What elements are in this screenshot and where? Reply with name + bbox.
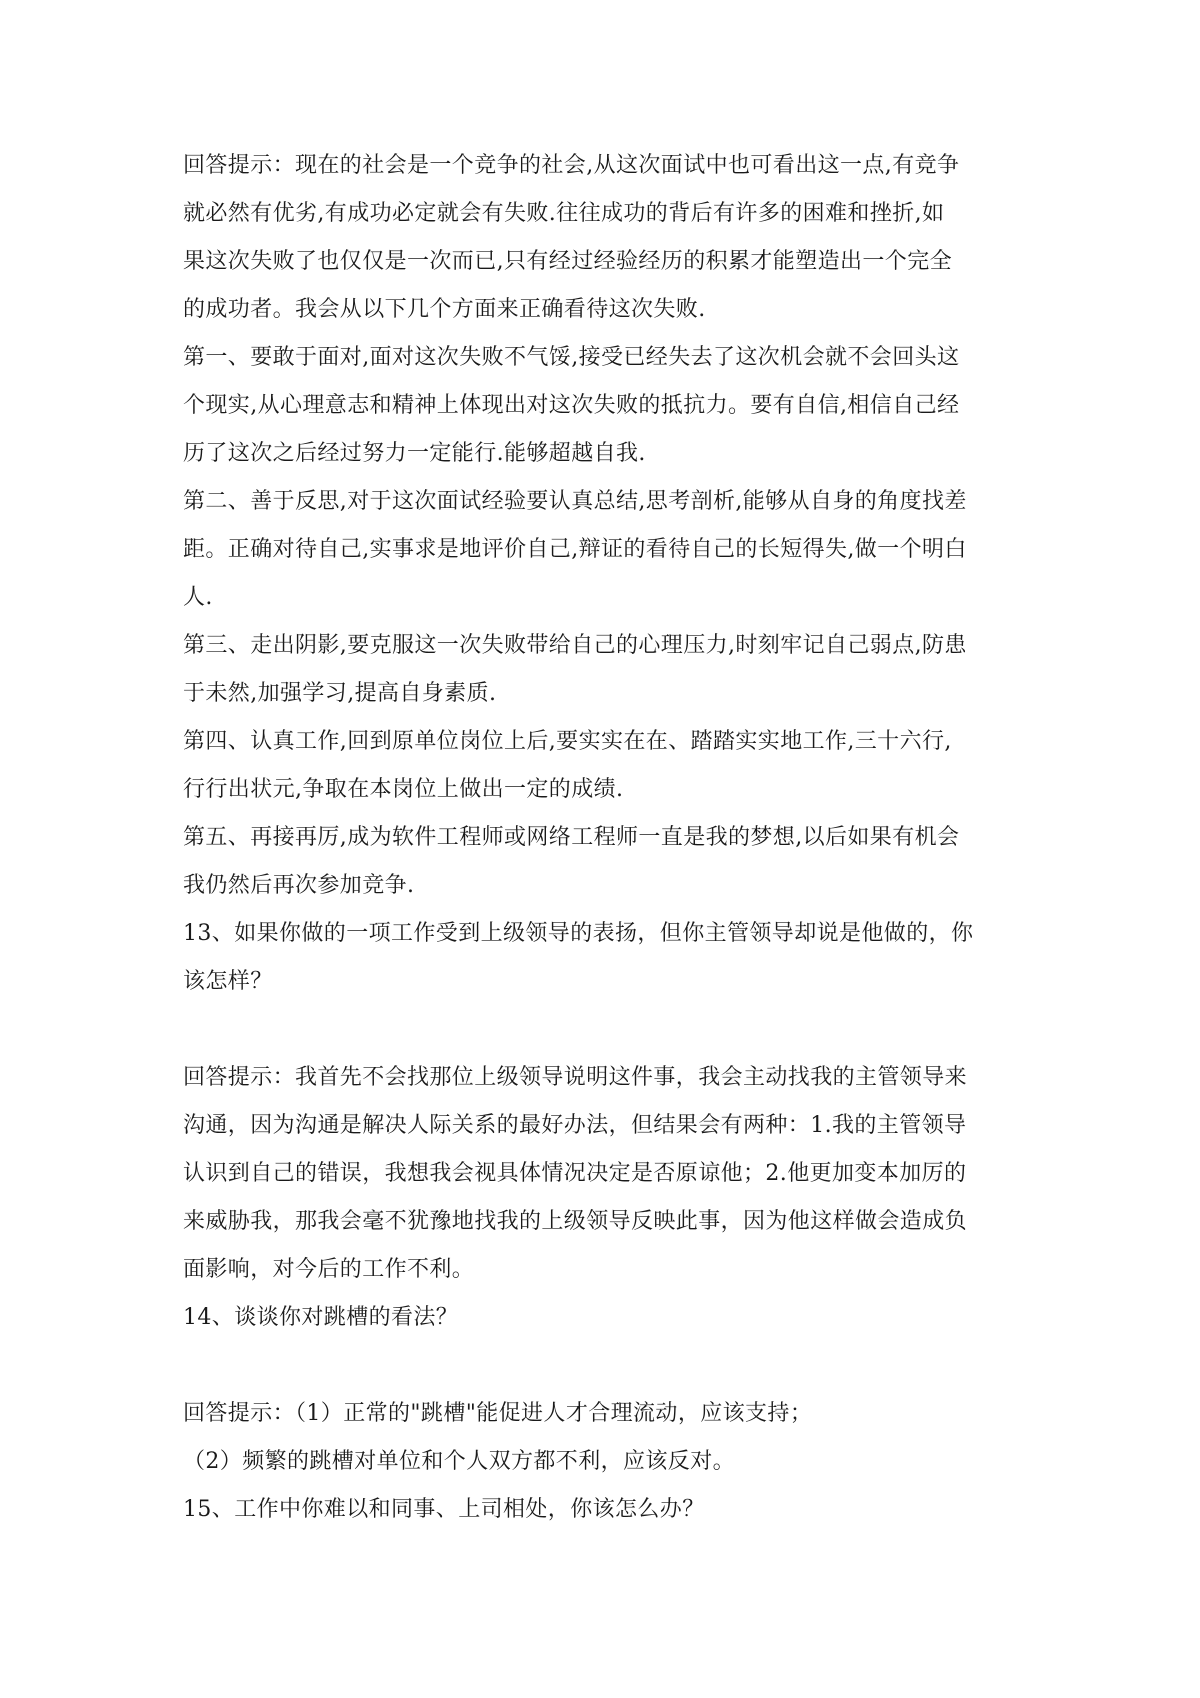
- text-line: 果这次失败了也仅仅是一次而已,只有经过经验经历的积累才能塑造出一个完全: [183, 249, 952, 274]
- text-line: 人.: [183, 585, 213, 610]
- question-heading: 15、工作中你难以和同事、上司相处，你该怎么办？: [183, 1497, 705, 1522]
- text-line: 距。正确对待自己,实事求是地评价自己,辩证的看待自己的长短得失,做一个明白: [183, 537, 967, 562]
- question-heading: 该怎样？: [183, 969, 273, 994]
- text-line: 我仍然后再次参加竞争.: [183, 873, 415, 898]
- text-line: 行行出状元,争取在本岗位上做出一定的成绩.: [183, 777, 624, 802]
- text-line: 回答提示：（1）正常的"跳槽"能促进人才合理流动，应该支持；: [183, 1401, 813, 1426]
- text-line: 回答提示：现在的社会是一个竞争的社会,从这次面试中也可看出这一点,有竞争: [183, 153, 960, 178]
- text-line: 面影响，对今后的工作不利。: [183, 1257, 475, 1282]
- text-line: 历了这次之后经过努力一定能行.能够超越自我.: [183, 441, 646, 466]
- question-heading: 14、谈谈你对跳槽的看法？: [183, 1305, 459, 1330]
- text-line: 就必然有优劣,有成功必定就会有失败.往往成功的背后有许多的困难和挫折,如: [183, 201, 945, 226]
- text-line: 沟通，因为沟通是解决人际关系的最好办法，但结果会有两种：1.我的主管领导: [183, 1113, 967, 1138]
- question-heading: 13、如果你做的一项工作受到上级领导的表扬，但你主管领导却说是他做的，你: [183, 921, 974, 946]
- document-body: [183, 142, 1033, 1534]
- text-line: 个现实,从心理意志和精神上体现出对这次失败的抵抗力。要有自信,相信自己经: [183, 393, 960, 418]
- text-line: 第四、认真工作,回到原单位岗位上后,要实实在在、踏踏实实地工作,三十六行,: [183, 729, 952, 754]
- text-line: （2）频繁的跳槽对单位和个人双方都不利，应该反对。: [183, 1449, 735, 1474]
- paragraph-gap: [183, 1342, 1033, 1390]
- text-line: 第三、走出阴影,要克服这一次失败带给自己的心理压力,时刻牢记自己弱点,防患: [183, 633, 967, 658]
- paragraph-gap: [183, 1006, 1033, 1054]
- text-line: 第一、要敢于面对,面对这次失败不气馁,接受已经失去了这次机会就不会回头这: [183, 345, 960, 370]
- text-line: 回答提示：我首先不会找那位上级领导说明这件事，我会主动找我的主管领导来: [183, 1065, 968, 1090]
- text-line: 第二、善于反思,对于这次面试经验要认真总结,思考剖析,能够从自身的角度找差: [183, 489, 967, 514]
- text-line: 于未然,加强学习,提高自身素质.: [183, 681, 497, 706]
- text-line: 来威胁我，那我会毫不犹豫地找我的上级领导反映此事，因为他这样做会造成负: [183, 1209, 968, 1234]
- text-line: 认识到自己的错误，我想我会视具体情况决定是否原谅他；2.他更加变本加厉的: [183, 1161, 967, 1186]
- text-line: 第五、再接再厉,成为软件工程师或网络工程师一直是我的梦想,以后如果有机会: [183, 825, 960, 850]
- text-line: 的成功者。我会从以下几个方面来正确看待这次失败.: [183, 297, 706, 322]
